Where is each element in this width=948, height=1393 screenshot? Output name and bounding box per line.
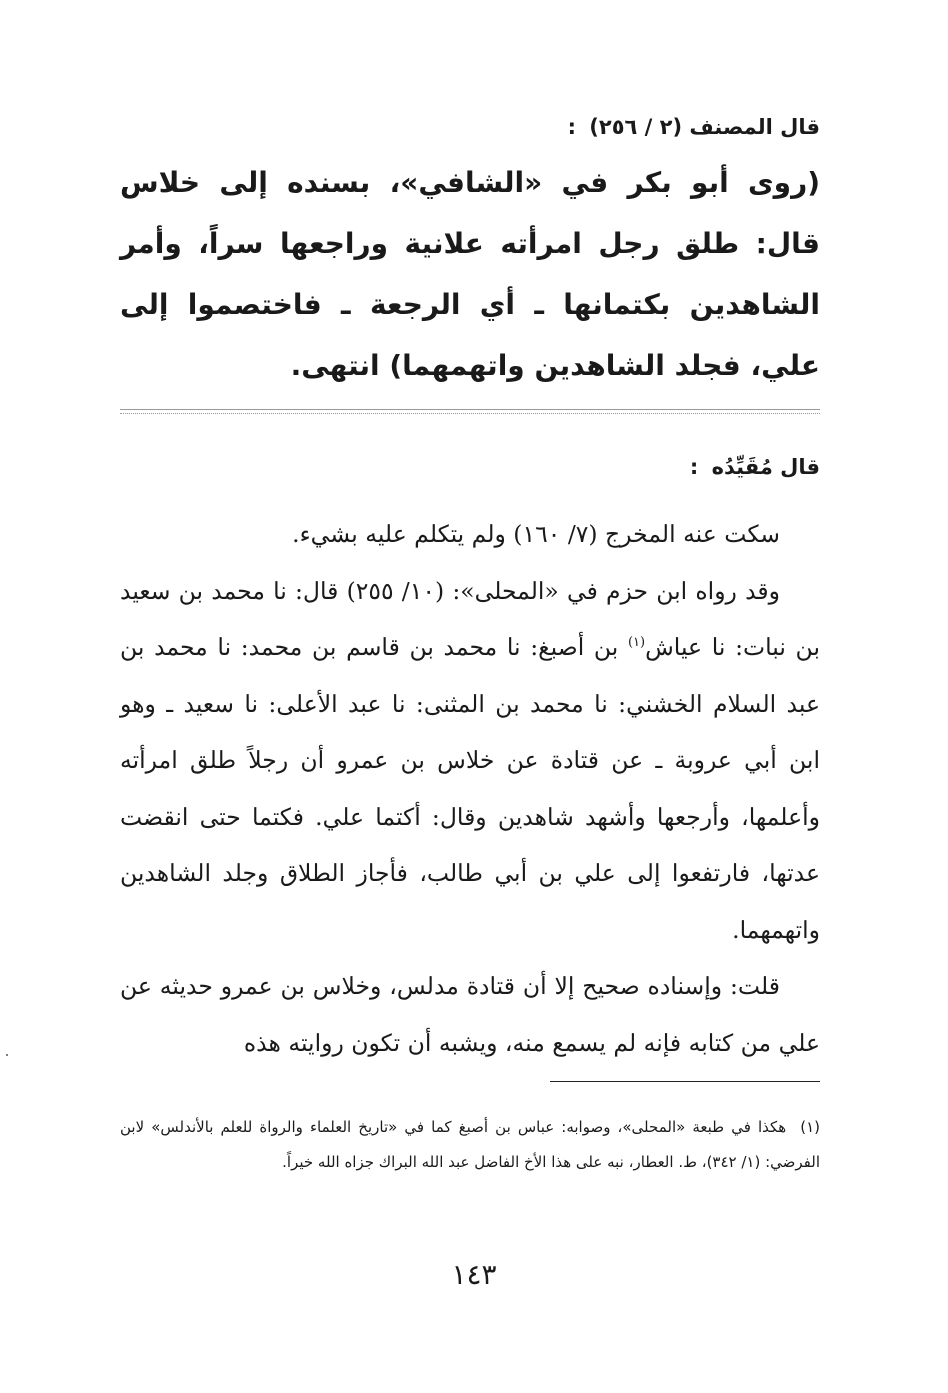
editor-heading-colon: : xyxy=(689,455,699,479)
author-heading-label: قال المصنف xyxy=(689,115,820,139)
footnote-text: هكذا في طبعة «المحلى»، وصوابه: عباس بن أصبغ كما في «تاريخ العلماء والرواة للعلم بالأندلس» لابن الفرضي: (١/ ٣٤٢)، ط. العطار، نبه على هذا الأخ الفاضل عبد الله البراك جزاه الله خيراً. xyxy=(120,1118,820,1171)
author-heading-colon: : xyxy=(567,115,576,139)
footnote-marker: (١) xyxy=(800,1118,820,1136)
footnote-reference[interactable]: (١) xyxy=(627,635,646,651)
footnote xyxy=(120,1110,820,1180)
page-number: ١٤٣ xyxy=(451,1258,497,1291)
author-heading-reference: (٢ / ٢٥٦) xyxy=(589,115,683,139)
paragraph-2-start: وقد رواه ابن حزم في «المحلى»: (١٠/ ٢٥٥) قال: نا محمد بن سعيد بن نبات: نا عياش xyxy=(120,576,820,661)
editor-heading-label: قال مُقَيِّدُه xyxy=(711,455,820,479)
section-divider xyxy=(120,409,820,414)
scan-speck xyxy=(6,1054,8,1056)
paragraph-3: قلت: وإسناده صحيح إلا أن قتادة مدلس، وخلاس بن عمرو حديثه عن علي من كتابه فإنه لم يسمع منه، ويشبه أن تكون روايته هذه xyxy=(120,972,820,1057)
editor-heading xyxy=(120,452,820,482)
paragraph-2-end: بن أصبغ: نا محمد بن قاسم بن محمد: نا محمد بن عبد السلام الخشني: نا محمد بن المثنى: نا عبد الأعلى: نا سعيد ـ وهو ابن أبي عروبة ـ عن قتادة عن خلاس بن عمرو أن رجلاً طلق امرأته وأعلمها، وأرجعها وأشهد شاهدين وقال: أكتما علي. فكتما حتى انقضت عدتها، فارتفعوا إلى علي بن أبي طالب، فأجاز الطلاق وجلد الشاهدين واتهمهما. xyxy=(120,633,820,944)
author-heading xyxy=(120,112,820,142)
editor-commentary xyxy=(120,506,820,1071)
paragraph-1: سكت عنه المخرج (٧/ ١٦٠) ولم يتكلم عليه بشيء. xyxy=(292,520,780,548)
footnote-separator xyxy=(550,1081,820,1082)
author-quote: (روى أبو بكر في «الشافي»، بسنده إلى خلاس قال: طلق رجل امرأته علانية وراجعها سراً، وأمر الشاهدين بكتمانها ـ أي الرجعة ـ فاختصموا إلى علي، فجلد الشاهدين واتهمهما) انتهى. xyxy=(120,166,820,382)
paragraph-2 xyxy=(120,563,820,959)
